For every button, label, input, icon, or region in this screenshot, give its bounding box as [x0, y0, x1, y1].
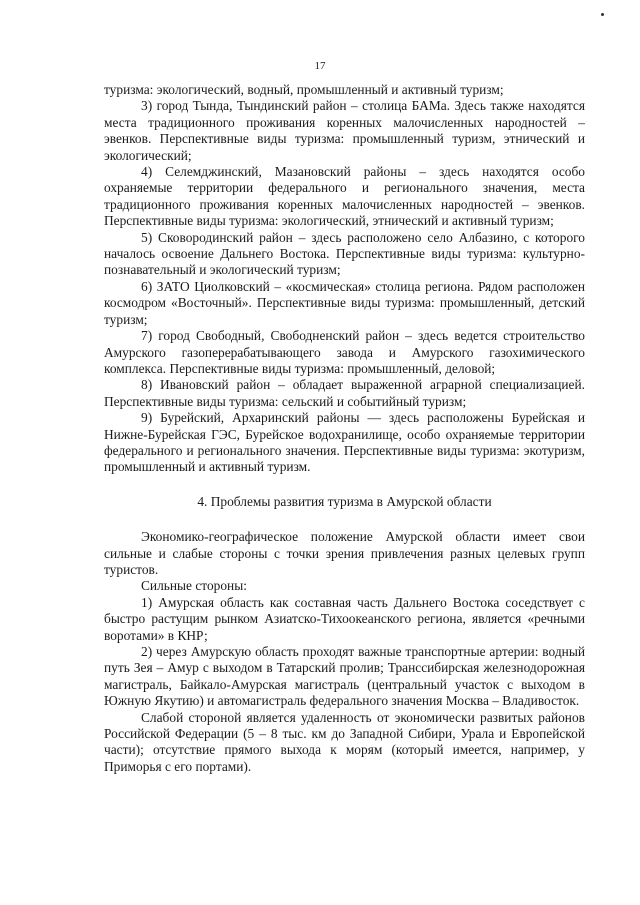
body-paragraph: 6) ЗАТО Циолковский – «космическая» столица региона. Рядом расположен космодром «Восточный». Перспективные виды туризма: промышленный, детский туризм;	[104, 278, 585, 327]
page-number: 17	[314, 60, 326, 72]
body-paragraph: 8) Ивановский район – обладает выраженной аграрной специализацией. Перспективные виды туризма: сельский и событийный туризм;	[104, 377, 585, 409]
body-paragraph: 4) Селемджинский, Мазановский районы – здесь находятся особо охраняемые территории федерального и регионального значения, места традиционного проживания коренных малочисленных народностей – эвенков. Перспективные виды туризма: экологический, этнический и активный туризм;	[104, 164, 585, 229]
body-paragraph: 3) город Тында, Тындинский район – столица БАМа. Здесь также находятся места традиционного проживания коренных малочисленных народностей – эвенков. Перспективные виды туризма: промышленный туризм, этнический и экологический;	[104, 98, 585, 163]
scan-speck-mark	[601, 13, 604, 16]
body-paragraph: 5) Сковородинский район – здесь расположено село Албазино, с которого началось освоение Дальнего Востока. Перспективные виды туризма: культурно-познавательный и экологический туризм;	[104, 229, 585, 278]
paragraph-list	[104, 82, 585, 476]
paragraph-list-after-heading	[104, 529, 585, 775]
body-paragraph: 1) Амурская область как составная часть Дальнего Востока соседствует с быстро растущим рынком Азиатско-Тихоокеанского региона, является «речными воротами» в КНР;	[104, 594, 585, 643]
section-heading: 4. Проблемы развития туризма в Амурской области	[197, 493, 492, 509]
body-paragraph: 2) через Амурскую область проходят важные транспортные артерии: водный путь Зея – Амур с выходом в Татарский пролив; Транссибирская железнодорожная магистраль, Байкало-Амурская магистраль (центральный участок с выходом в Южную Якутию) и автомагистраль федерального значения Москва – Владивосток.	[104, 644, 585, 709]
body-paragraph: туризма: экологический, водный, промышленный и активный туризм;	[104, 82, 504, 97]
document-body	[104, 82, 585, 775]
body-paragraph: Слабой стороной является удаленность от экономически развитых районов Российской Федерации (5 – 8 тыс. км до Западной Сибири, Урала и Европейской части); отсутствие прямого выхода к морям (который имеется, например, у Приморья с его портами).	[104, 709, 585, 774]
body-paragraph: Сильные стороны:	[141, 578, 247, 594]
body-paragraph: 9) Бурейский, Архаринский районы — здесь расположены Бурейская и Нижне-Бурейская ГЭС, Бурейское водохранилище, особо охраняемые территории федерального и регионального значения. Перспективные виды туризма: экотуризм, промышленный и активный туризм.	[104, 410, 585, 475]
body-paragraph: 7) город Свободный, Свободненский район – здесь ведется строительство Амурского газоперерабатывающего завода и Амурского газохимического комплекса. Перспективные виды туризма: промышленный, деловой;	[104, 328, 585, 376]
body-paragraph: Экономико-географическое положение Амурской области имеет свои сильные и слабые стороны с точки зрения привлечения разных целевых групп туристов.	[104, 529, 585, 577]
